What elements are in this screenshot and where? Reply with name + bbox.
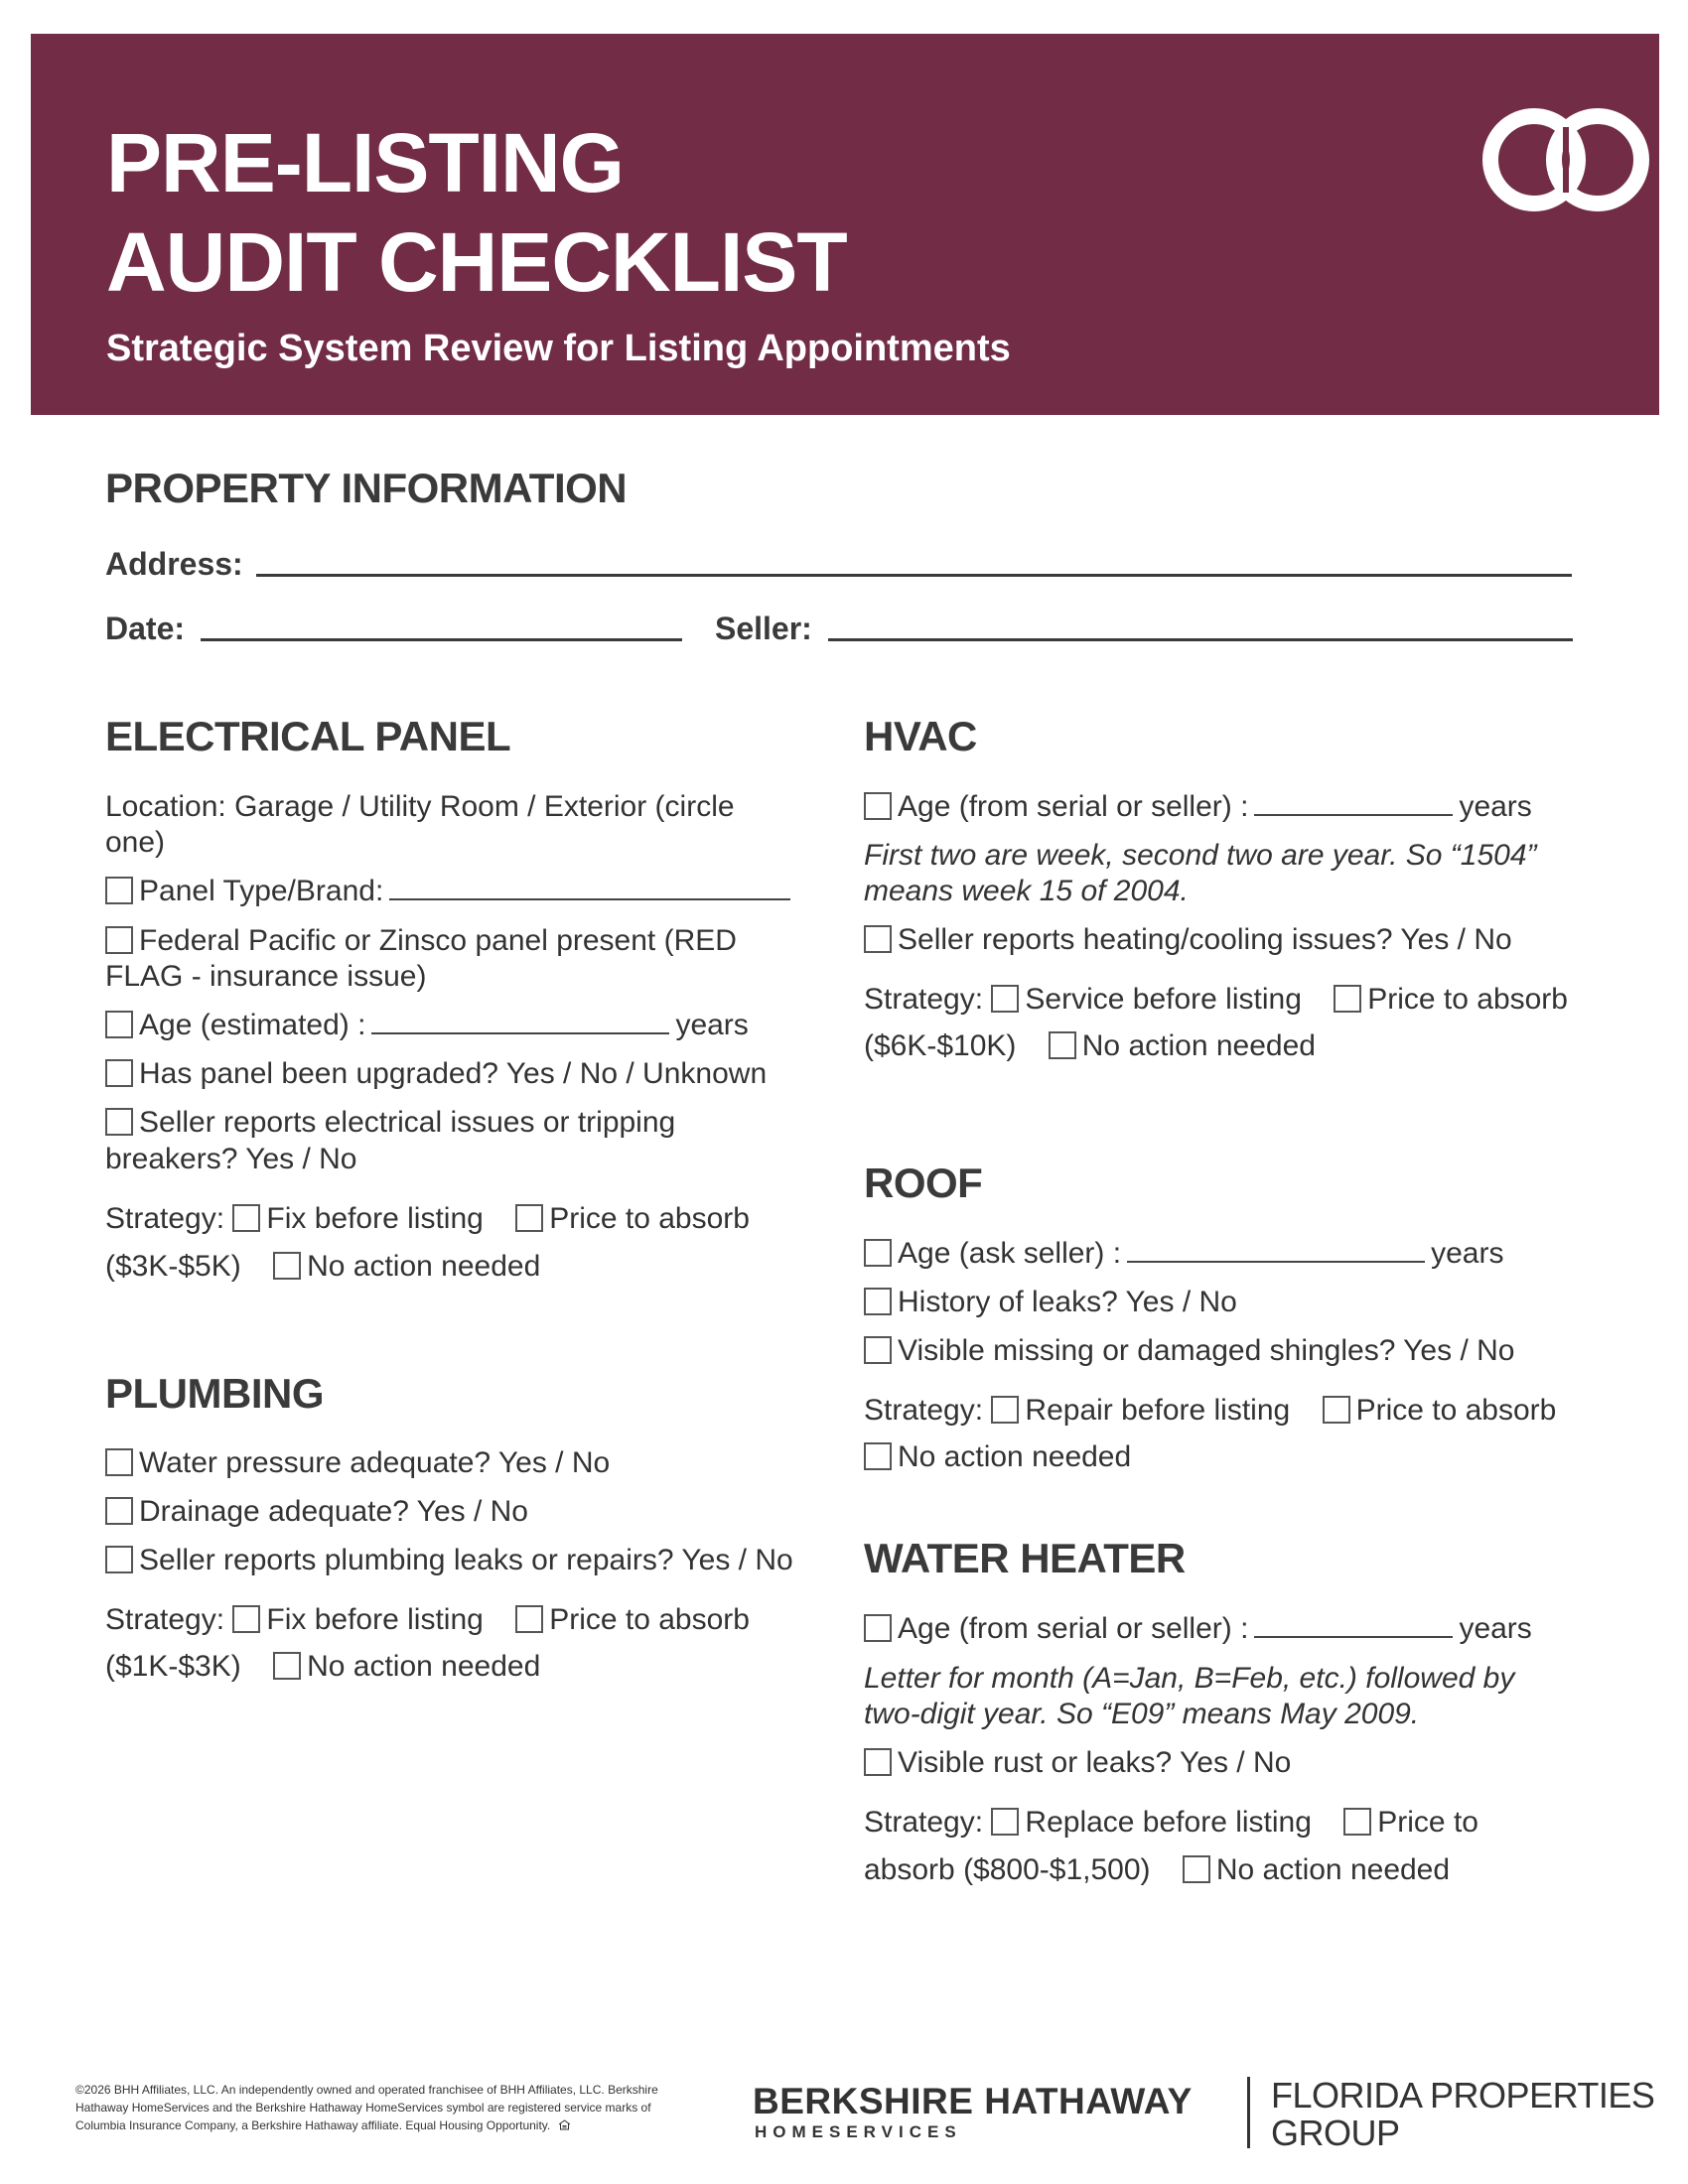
checkbox[interactable] — [864, 1748, 892, 1776]
checkbox[interactable] — [1323, 1396, 1350, 1424]
group-name — [1271, 2077, 1654, 2152]
water-heater-note-line2: two-digit year. So “E09” means May 2009. — [864, 1698, 1420, 1730]
page-subtitle: Strategic System Review for Listing Appointments — [106, 328, 1011, 369]
checkbox[interactable] — [864, 1239, 892, 1267]
electrical-age-item — [105, 1008, 749, 1043]
fix-option: Fix before listing — [266, 1603, 484, 1636]
price-range: ($3K-$5K) — [105, 1250, 241, 1283]
replace-option: Replace before listing — [1025, 1806, 1312, 1839]
brand-name: BERKSHIRE HATHAWAY — [753, 2081, 1193, 2121]
checkbox[interactable] — [991, 1396, 1019, 1424]
checkbox[interactable] — [1049, 1031, 1076, 1059]
seller-field[interactable] — [828, 638, 1573, 641]
checkbox[interactable] — [864, 1288, 892, 1315]
legal-line3: Columbia Insurance Company, a Berkshire Hathaway affiliate. Equal Housing Opportunity. — [75, 2118, 551, 2132]
electrical-upgraded-item — [105, 1056, 767, 1092]
roof-leaks-item — [864, 1285, 1237, 1320]
checkbox[interactable] — [991, 1808, 1019, 1836]
electrical-issues-item — [105, 1105, 675, 1141]
electrical-location-line1: Location: Garage / Utility Room / Exterior (circle — [105, 790, 735, 823]
roof-age-item — [864, 1236, 1503, 1272]
footer-divider — [1247, 2077, 1250, 2148]
checkbox[interactable] — [232, 1605, 260, 1633]
checkbox[interactable] — [273, 1252, 301, 1280]
checkbox[interactable] — [864, 925, 892, 953]
no-action-option: No action needed — [307, 1650, 541, 1683]
electrical-location-line2: one) — [105, 826, 166, 859]
price-option: Price to absorb — [1355, 1394, 1557, 1427]
age-unit: years — [1459, 790, 1532, 823]
checkbox[interactable] — [105, 877, 133, 904]
age-label: Age (from serial or seller) : — [898, 1612, 1249, 1645]
age-label: Age (ask seller) : — [898, 1237, 1122, 1270]
checkbox[interactable] — [864, 792, 892, 820]
roof-age-field[interactable] — [1127, 1239, 1425, 1263]
property-info-heading: PROPERTY INFORMATION — [105, 465, 628, 511]
strategy-label: Strategy: — [864, 983, 984, 1016]
federal-label-line2: FLAG - insurance issue) — [105, 960, 427, 993]
checkbox[interactable] — [864, 1614, 892, 1642]
price-option: Price to absorb — [549, 1202, 750, 1235]
brand-subname: HOMESERVICES — [755, 2122, 962, 2141]
checkbox[interactable] — [232, 1204, 260, 1232]
hvac-strategy-row2 — [864, 1028, 1316, 1064]
plumbing-pressure-item — [105, 1445, 610, 1481]
leaks-label: History of leaks? Yes / No — [898, 1286, 1237, 1318]
issues-label-line2: breakers? Yes / No — [105, 1143, 357, 1175]
electrical-age-field[interactable] — [371, 1011, 669, 1034]
roof-heading: ROOF — [864, 1160, 983, 1206]
no-action-option: No action needed — [898, 1440, 1132, 1473]
checkbox[interactable] — [991, 985, 1019, 1013]
water-heater-note-line1: Letter for month (A=Jan, B=Feb, etc.) followed by — [864, 1662, 1515, 1695]
leaks-label: Seller reports plumbing leaks or repairs? Yes / No — [139, 1544, 793, 1576]
price-option: Price to absorb — [549, 1603, 750, 1636]
strategy-label: Strategy: — [105, 1202, 225, 1235]
drainage-label: Drainage adequate? Yes / No — [139, 1495, 528, 1528]
panel-type-label: Panel Type/Brand: — [139, 875, 384, 907]
date-field[interactable] — [201, 638, 682, 641]
checkbox[interactable] — [515, 1204, 543, 1232]
hvac-age-item — [864, 789, 1532, 825]
issues-label: Seller reports heating/cooling issues? Yes / No — [898, 923, 1512, 956]
plumbing-strategy-row1 — [105, 1602, 750, 1638]
hvac-note-line1: First two are week, second two are year. So “1504” — [864, 839, 1537, 872]
header-banner — [31, 34, 1659, 415]
date-label: Date: — [105, 611, 186, 646]
issues-label-line1: Seller reports electrical issues or tripping — [139, 1106, 676, 1139]
price-range: ($6K-$10K) — [864, 1029, 1017, 1062]
electrical-panel-type-item — [105, 874, 796, 909]
checkbox[interactable] — [105, 1108, 133, 1136]
electrical-heading: ELECTRICAL PANEL — [105, 713, 511, 759]
age-unit: years — [1431, 1237, 1504, 1270]
electrical-strategy-row1 — [105, 1201, 750, 1237]
checkbox[interactable] — [1334, 985, 1361, 1013]
checkbox[interactable] — [864, 1442, 892, 1470]
hvac-issues-item — [864, 922, 1512, 958]
checkbox[interactable] — [105, 1497, 133, 1525]
group-name-line2: GROUP — [1271, 2113, 1400, 2153]
plumbing-leaks-item — [105, 1543, 793, 1578]
hvac-age-field[interactable] — [1254, 792, 1453, 816]
checkbox[interactable] — [105, 1448, 133, 1476]
upgraded-label: Has panel been upgraded? Yes / No / Unknown — [139, 1057, 768, 1090]
no-action-option: No action needed — [1081, 1029, 1316, 1062]
strategy-label: Strategy: — [105, 1603, 225, 1636]
hvac-heading: HVAC — [864, 713, 977, 759]
checkbox[interactable] — [864, 1336, 892, 1364]
plumbing-heading: PLUMBING — [105, 1370, 324, 1417]
fix-option: Fix before listing — [266, 1202, 484, 1235]
repair-option: Repair before listing — [1025, 1394, 1291, 1427]
water-heater-age-item — [864, 1611, 1532, 1647]
shingles-label: Visible missing or damaged shingles? Yes / No — [898, 1334, 1515, 1367]
age-unit: years — [675, 1009, 749, 1041]
electrical-federal-item — [105, 923, 737, 959]
roof-strategy-row1 — [864, 1393, 1556, 1429]
roof-shingles-item — [864, 1333, 1514, 1369]
rust-label: Visible rust or leaks? Yes / No — [898, 1746, 1292, 1779]
hvac-strategy-row1 — [864, 982, 1568, 1018]
page-title-line2: AUDIT CHECKLIST — [106, 215, 847, 309]
strategy-label: Strategy: — [864, 1806, 984, 1839]
checkbox[interactable] — [105, 926, 133, 954]
house-icon — [558, 2119, 571, 2130]
strategy-label: Strategy: — [864, 1394, 984, 1427]
water-heater-strategy-row1 — [864, 1805, 1478, 1841]
age-label: Age (estimated) : — [139, 1009, 366, 1041]
group-name-line1: FLORIDA PROPERTIES — [1271, 2075, 1655, 2116]
price-option: Price to absorb — [1367, 983, 1568, 1016]
pressure-label: Water pressure adequate? Yes / No — [139, 1446, 611, 1479]
water-heater-age-field[interactable] — [1254, 1614, 1453, 1638]
panel-type-field[interactable] — [389, 877, 790, 900]
water-heater-rust-item — [864, 1745, 1291, 1781]
interlocking-rings-logo-icon — [1477, 105, 1655, 214]
checkbox[interactable] — [105, 1011, 133, 1038]
price-option-line1: Price to — [1377, 1806, 1478, 1839]
hvac-note-line2: means week 15 of 2004. — [864, 875, 1189, 907]
water-heater-heading: WATER HEATER — [864, 1535, 1186, 1581]
no-action-option: No action needed — [1215, 1853, 1451, 1886]
price-range: ($1K-$3K) — [105, 1650, 241, 1683]
footer-legal-text — [75, 2081, 711, 2134]
water-heater-strategy-row2 — [864, 1852, 1450, 1888]
legal-line1: ©2026 BHH Affiliates, LLC. An independently owned and operated franchisee of BHH Affiliates, LLC. Berkshire — [75, 2083, 658, 2097]
price-option-line2: absorb ($800-$1,500) — [864, 1853, 1151, 1886]
electrical-strategy-row2 — [105, 1249, 540, 1285]
checkbox[interactable] — [105, 1546, 133, 1573]
checkbox[interactable] — [105, 1059, 133, 1087]
service-option: Service before listing — [1025, 983, 1302, 1016]
address-field[interactable] — [256, 574, 1572, 577]
plumbing-strategy-row2 — [105, 1649, 540, 1685]
checkbox[interactable] — [515, 1605, 543, 1633]
age-label: Age (from serial or seller) : — [898, 790, 1249, 823]
seller-label: Seller: — [715, 611, 812, 646]
legal-line2: Hathaway HomeServices and the Berkshire Hathaway HomeServices symbol are registered service marks of — [75, 2101, 651, 2115]
roof-strategy-row2 — [864, 1439, 1131, 1475]
age-unit: years — [1459, 1612, 1532, 1645]
checkbox[interactable] — [1183, 1855, 1210, 1883]
plumbing-drainage-item — [105, 1494, 528, 1530]
no-action-option: No action needed — [307, 1250, 541, 1283]
checkbox[interactable] — [1343, 1808, 1371, 1836]
page-title-line1: PRE-LISTING — [106, 116, 625, 209]
federal-label-line1: Federal Pacific or Zinsco panel present (RED — [139, 924, 737, 957]
address-label: Address: — [105, 546, 243, 582]
checkbox[interactable] — [273, 1652, 301, 1680]
